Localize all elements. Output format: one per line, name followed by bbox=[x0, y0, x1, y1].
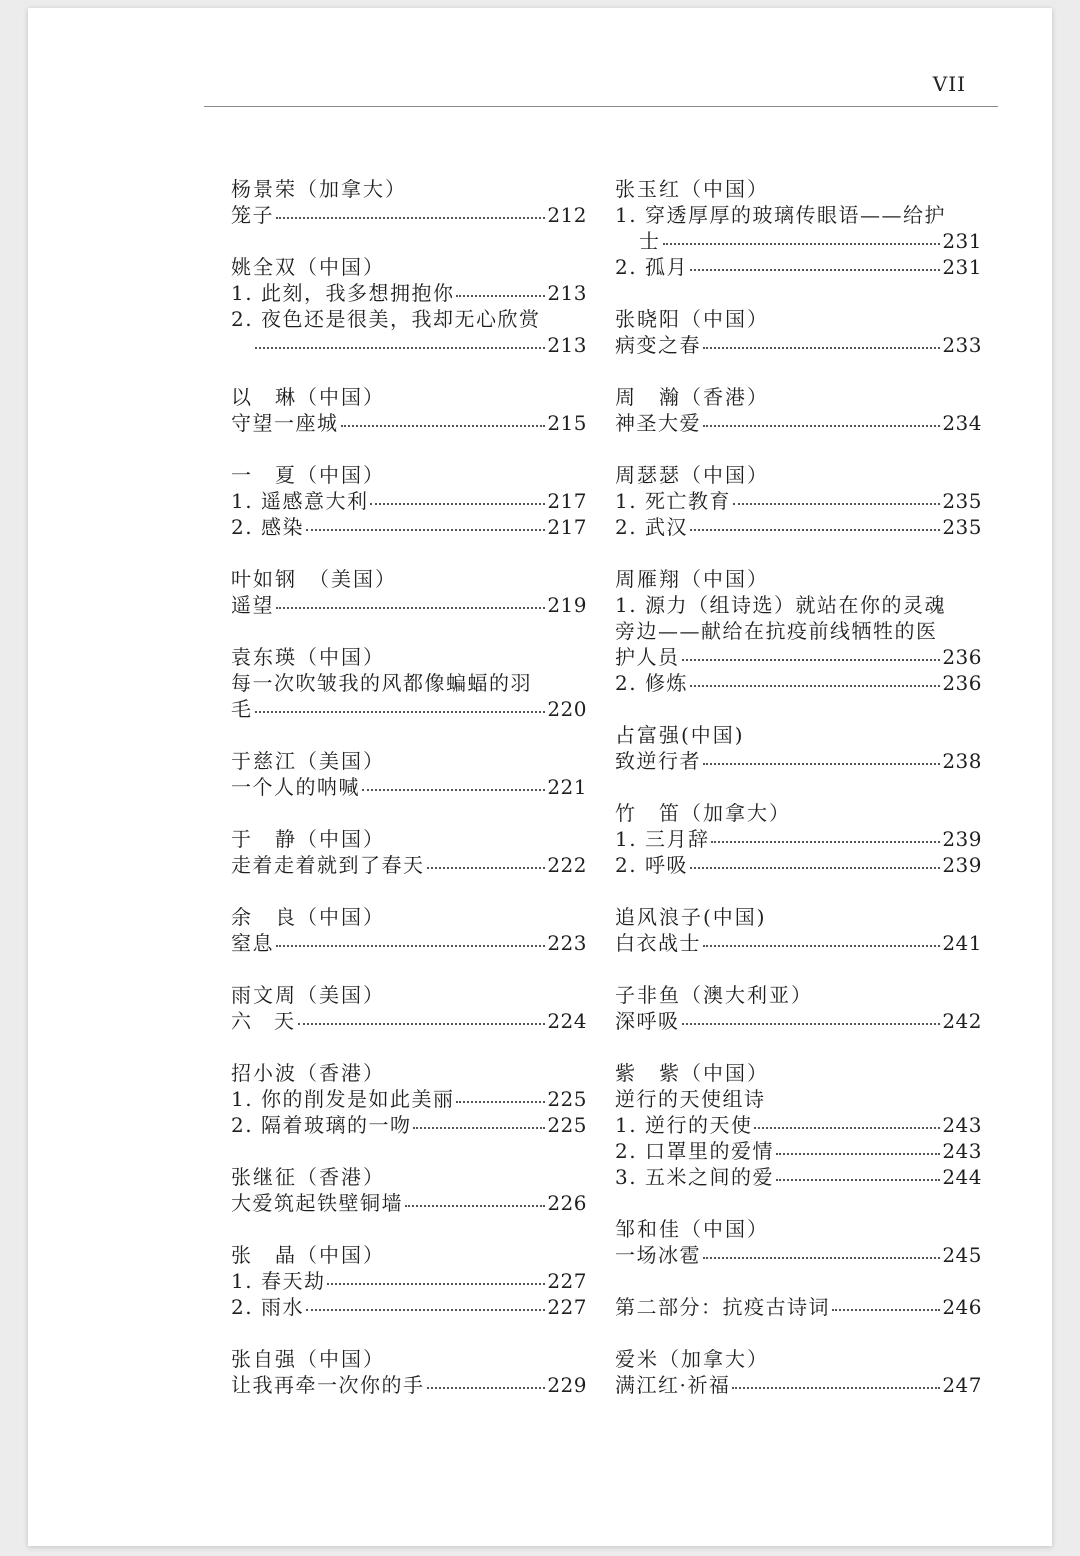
page-ref: 239 bbox=[942, 827, 982, 851]
dot-leader bbox=[703, 346, 940, 349]
author-name: 张自强（中国） bbox=[231, 1347, 385, 1371]
page-ref: 224 bbox=[547, 1009, 587, 1033]
toc-item bbox=[231, 1086, 587, 1112]
page-ref: 223 bbox=[547, 931, 587, 955]
entry-title-line: 1. 穿透厚厚的玻璃传眼语——给护 bbox=[615, 203, 946, 227]
toc-item bbox=[231, 1268, 587, 1294]
toc-item bbox=[231, 1190, 587, 1216]
author-name: 余 良（中国） bbox=[231, 905, 385, 929]
page-ref: 222 bbox=[547, 853, 587, 877]
toc-item bbox=[231, 332, 587, 358]
page-ref: 217 bbox=[547, 515, 587, 539]
author-name: 一 夏（中国） bbox=[231, 463, 385, 487]
entry-title: 2. 口罩里的爱情 bbox=[615, 1139, 774, 1163]
page-ref: 231 bbox=[942, 255, 982, 279]
toc-column-left bbox=[231, 176, 587, 1424]
entry-title: 第二部分：抗疫古诗词 bbox=[615, 1295, 830, 1319]
entry-title: 致逆行者 bbox=[615, 749, 701, 773]
dot-leader bbox=[776, 1178, 940, 1181]
author-name: 张继征（香港） bbox=[231, 1165, 385, 1189]
author-name: 追风浪子(中国) bbox=[615, 905, 767, 929]
dot-leader bbox=[413, 1126, 545, 1129]
entry-title: 守望一座城 bbox=[231, 411, 339, 435]
page-ref: 243 bbox=[942, 1139, 982, 1163]
dot-leader bbox=[682, 658, 941, 661]
entry-title: 1. 死亡教育 bbox=[615, 489, 731, 513]
dot-leader bbox=[682, 1022, 941, 1025]
toc-item bbox=[615, 930, 982, 956]
toc-entry bbox=[615, 722, 982, 774]
entry-title: 1. 你的削发是如此美丽 bbox=[231, 1087, 455, 1111]
page-ref: 227 bbox=[547, 1269, 587, 1293]
page-ref: 213 bbox=[547, 281, 587, 305]
page-ref: 245 bbox=[942, 1243, 982, 1267]
toc-item bbox=[231, 774, 587, 800]
dot-leader bbox=[276, 216, 545, 219]
page-ref: 239 bbox=[942, 853, 982, 877]
page-ref: 242 bbox=[942, 1009, 982, 1033]
author-name: 周瑟瑟（中国） bbox=[615, 463, 769, 487]
dot-leader bbox=[703, 424, 940, 427]
toc-item bbox=[615, 748, 982, 774]
toc-entry bbox=[615, 384, 982, 436]
entry-title: 2. 修炼 bbox=[615, 671, 688, 695]
page-ref: 227 bbox=[547, 1295, 587, 1319]
page-ref: 225 bbox=[547, 1087, 587, 1111]
dot-leader bbox=[306, 528, 545, 531]
entry-title: 2. 感染 bbox=[231, 515, 304, 539]
page-ref: 226 bbox=[547, 1191, 587, 1215]
toc-entry bbox=[231, 1346, 587, 1398]
dot-leader bbox=[832, 1308, 940, 1311]
toc-entry bbox=[615, 982, 982, 1034]
entry-title: 一场冰雹 bbox=[615, 1243, 701, 1267]
page-ref: 234 bbox=[942, 411, 982, 435]
page-ref: 231 bbox=[942, 229, 982, 253]
dot-leader bbox=[690, 528, 940, 531]
dot-leader bbox=[732, 1386, 940, 1389]
page-ref: 221 bbox=[547, 775, 587, 799]
dot-leader bbox=[341, 424, 546, 427]
page-ref: 235 bbox=[942, 515, 982, 539]
entry-title-line: 2. 夜色还是很美，我却无心欣赏 bbox=[231, 307, 541, 331]
author-name: 袁东瑛（中国） bbox=[231, 645, 385, 669]
toc-page bbox=[28, 8, 1052, 1546]
author-name: 占富强(中国) bbox=[615, 723, 745, 747]
entry-title: 六 天 bbox=[231, 1009, 296, 1033]
toc-item bbox=[231, 488, 587, 514]
entry-title: 一个人的呐喊 bbox=[231, 775, 360, 799]
dot-leader bbox=[663, 242, 941, 245]
entry-title: 2. 呼吸 bbox=[615, 853, 688, 877]
dot-leader bbox=[690, 684, 940, 687]
author-name: 姚全双（中国） bbox=[231, 255, 385, 279]
page-ref: 236 bbox=[942, 645, 982, 669]
page-ref: 243 bbox=[942, 1113, 982, 1137]
author-name: 杨景荣（加拿大） bbox=[231, 177, 407, 201]
page-ref: 246 bbox=[942, 1295, 982, 1319]
toc-entry bbox=[231, 748, 587, 800]
page-ref: 213 bbox=[547, 333, 587, 357]
entry-title: 满江红·祈福 bbox=[615, 1373, 731, 1397]
toc-item bbox=[231, 514, 587, 540]
toc-item bbox=[615, 254, 982, 280]
author-name: 张晓阳（中国） bbox=[615, 307, 769, 331]
entry-title: 窒息 bbox=[231, 931, 274, 955]
entry-title: 神圣大爱 bbox=[615, 411, 701, 435]
dot-leader bbox=[733, 502, 940, 505]
toc-entry bbox=[615, 800, 982, 878]
toc-item bbox=[615, 826, 982, 852]
entry-title: 2. 孤月 bbox=[615, 255, 688, 279]
toc-entry bbox=[231, 176, 587, 228]
toc-item bbox=[615, 1242, 982, 1268]
author-name: 以 琳（中国） bbox=[231, 385, 385, 409]
dot-leader bbox=[754, 1126, 940, 1129]
toc-entry bbox=[231, 254, 587, 358]
entry-title: 1. 逆行的天使 bbox=[615, 1113, 753, 1137]
entry-title: 深呼吸 bbox=[615, 1009, 680, 1033]
dot-leader bbox=[370, 502, 545, 505]
entry-title: 遥望 bbox=[231, 593, 274, 617]
dot-leader bbox=[362, 788, 545, 791]
toc-entry bbox=[231, 982, 587, 1034]
entry-title: 1. 春天劫 bbox=[231, 1269, 326, 1293]
author-name: 竹 笛（加拿大） bbox=[615, 801, 791, 825]
entry-title: 1. 遥感意大利 bbox=[231, 489, 369, 513]
page-ref: 225 bbox=[547, 1113, 587, 1137]
author-name: 紫 紫（中国） bbox=[615, 1061, 769, 1085]
dot-leader bbox=[327, 1282, 545, 1285]
toc-item bbox=[231, 1112, 587, 1138]
toc-entry bbox=[231, 826, 587, 878]
dot-leader bbox=[703, 944, 940, 947]
toc-item bbox=[231, 696, 587, 722]
author-name: 邹和佳（中国） bbox=[615, 1217, 769, 1241]
toc-item bbox=[615, 1008, 982, 1034]
page-ref: 235 bbox=[942, 489, 982, 513]
toc-item bbox=[615, 332, 982, 358]
page-ref: 220 bbox=[547, 697, 587, 721]
dot-leader bbox=[255, 710, 546, 713]
toc-item bbox=[615, 644, 982, 670]
dot-leader bbox=[711, 840, 940, 843]
header-rule bbox=[204, 106, 998, 107]
entry-title: 3. 五米之间的爱 bbox=[615, 1165, 774, 1189]
part-heading-row bbox=[615, 1294, 982, 1320]
toc-entry bbox=[615, 1346, 982, 1398]
author-name: 周 瀚（香港） bbox=[615, 385, 769, 409]
dot-leader bbox=[703, 1256, 940, 1259]
entry-title: 护人员 bbox=[615, 645, 680, 669]
toc-item bbox=[615, 852, 982, 878]
toc-entry bbox=[615, 1216, 982, 1268]
entry-title: 让我再牵一次你的手 bbox=[231, 1373, 425, 1397]
page-ref: 219 bbox=[547, 593, 587, 617]
dot-leader bbox=[276, 606, 545, 609]
author-name: 张 晶（中国） bbox=[231, 1243, 385, 1267]
toc-item bbox=[231, 1372, 587, 1398]
page-ref: 241 bbox=[942, 931, 982, 955]
toc-entry bbox=[231, 462, 587, 540]
entry-title: 病变之春 bbox=[615, 333, 701, 357]
dot-leader bbox=[456, 1100, 545, 1103]
toc-entry bbox=[615, 1294, 982, 1320]
toc-entry bbox=[615, 462, 982, 540]
entry-title: 士 bbox=[639, 229, 661, 253]
toc-item bbox=[231, 592, 587, 618]
page-ref: 212 bbox=[547, 203, 587, 227]
entry-title-line: 1. 源力（组诗选）就站在你的灵魂 bbox=[615, 593, 946, 617]
toc-item bbox=[231, 202, 587, 228]
toc-column-right bbox=[615, 176, 982, 1424]
entry-title: 毛 bbox=[231, 697, 253, 721]
toc-item bbox=[231, 1294, 587, 1320]
entry-title: 笼子 bbox=[231, 203, 274, 227]
page-number: VII bbox=[932, 72, 966, 96]
entry-title: 2. 雨水 bbox=[231, 1295, 304, 1319]
entry-title: 1. 三月辞 bbox=[615, 827, 710, 851]
entry-title: 2. 武汉 bbox=[615, 515, 688, 539]
toc-item bbox=[231, 1008, 587, 1034]
author-name: 张玉红（中国） bbox=[615, 177, 769, 201]
toc-item bbox=[615, 1372, 982, 1398]
author-name: 叶如钢 （美国） bbox=[231, 567, 397, 591]
toc-entry bbox=[231, 1164, 587, 1216]
toc-entry bbox=[615, 904, 982, 956]
dot-leader bbox=[690, 268, 940, 271]
toc-item bbox=[615, 1112, 982, 1138]
toc-item bbox=[231, 930, 587, 956]
toc-item bbox=[615, 410, 982, 436]
dot-leader bbox=[690, 866, 940, 869]
author-name: 子非鱼（澳大利亚） bbox=[615, 983, 813, 1007]
entry-title-line: 每一次吹皱我的风都像蝙蝠的羽 bbox=[231, 671, 532, 695]
toc-entry bbox=[615, 176, 982, 280]
toc-item bbox=[615, 488, 982, 514]
page-ref: 247 bbox=[942, 1373, 982, 1397]
toc-item bbox=[231, 852, 587, 878]
entry-title-line: 旁边——献给在抗疫前线牺牲的医 bbox=[615, 619, 938, 643]
page-ref: 229 bbox=[547, 1373, 587, 1397]
toc-entry bbox=[231, 1060, 587, 1138]
entry-title: 1. 此刻，我多想拥抱你 bbox=[231, 281, 455, 305]
dot-leader bbox=[306, 1308, 545, 1311]
toc-item bbox=[615, 228, 982, 254]
author-name: 招小波（香港） bbox=[231, 1061, 385, 1085]
toc-entry bbox=[615, 566, 982, 696]
author-name: 周雁翔（中国） bbox=[615, 567, 769, 591]
toc-item bbox=[231, 410, 587, 436]
toc-item bbox=[615, 670, 982, 696]
toc-entry bbox=[615, 306, 982, 358]
toc-entry bbox=[231, 566, 587, 618]
dot-leader bbox=[276, 944, 545, 947]
series-title: 逆行的天使组诗 bbox=[615, 1087, 766, 1111]
toc-item bbox=[615, 1164, 982, 1190]
entry-title: 白衣战士 bbox=[615, 931, 701, 955]
dot-leader bbox=[703, 762, 940, 765]
entry-title: 2. 隔着玻璃的一吻 bbox=[231, 1113, 412, 1137]
page-ref: 238 bbox=[942, 749, 982, 773]
entry-title: 走着走着就到了春天 bbox=[231, 853, 425, 877]
page-ref: 217 bbox=[547, 489, 587, 513]
toc-entry bbox=[231, 384, 587, 436]
dot-leader bbox=[405, 1204, 545, 1207]
page-ref: 244 bbox=[942, 1165, 982, 1189]
page-ref: 233 bbox=[942, 333, 982, 357]
dot-leader bbox=[776, 1152, 940, 1155]
author-name: 于慈江（美国） bbox=[231, 749, 385, 773]
page-ref: 215 bbox=[547, 411, 587, 435]
toc-item bbox=[615, 514, 982, 540]
toc-entry bbox=[231, 1242, 587, 1320]
author-name: 爱米（加拿大） bbox=[615, 1347, 769, 1371]
dot-leader bbox=[298, 1022, 546, 1025]
toc-item bbox=[615, 1138, 982, 1164]
page-ref: 236 bbox=[942, 671, 982, 695]
toc-entry bbox=[231, 904, 587, 956]
dot-leader bbox=[456, 294, 545, 297]
dot-leader bbox=[427, 1386, 546, 1389]
dot-leader bbox=[427, 866, 546, 869]
toc-item bbox=[231, 280, 587, 306]
author-name: 于 静（中国） bbox=[231, 827, 385, 851]
author-name: 雨文周（美国） bbox=[231, 983, 385, 1007]
toc-entry bbox=[231, 644, 587, 722]
entry-title: 大爱筑起铁壁铜墙 bbox=[231, 1191, 403, 1215]
dot-leader bbox=[255, 346, 545, 349]
toc-entry bbox=[615, 1060, 982, 1190]
